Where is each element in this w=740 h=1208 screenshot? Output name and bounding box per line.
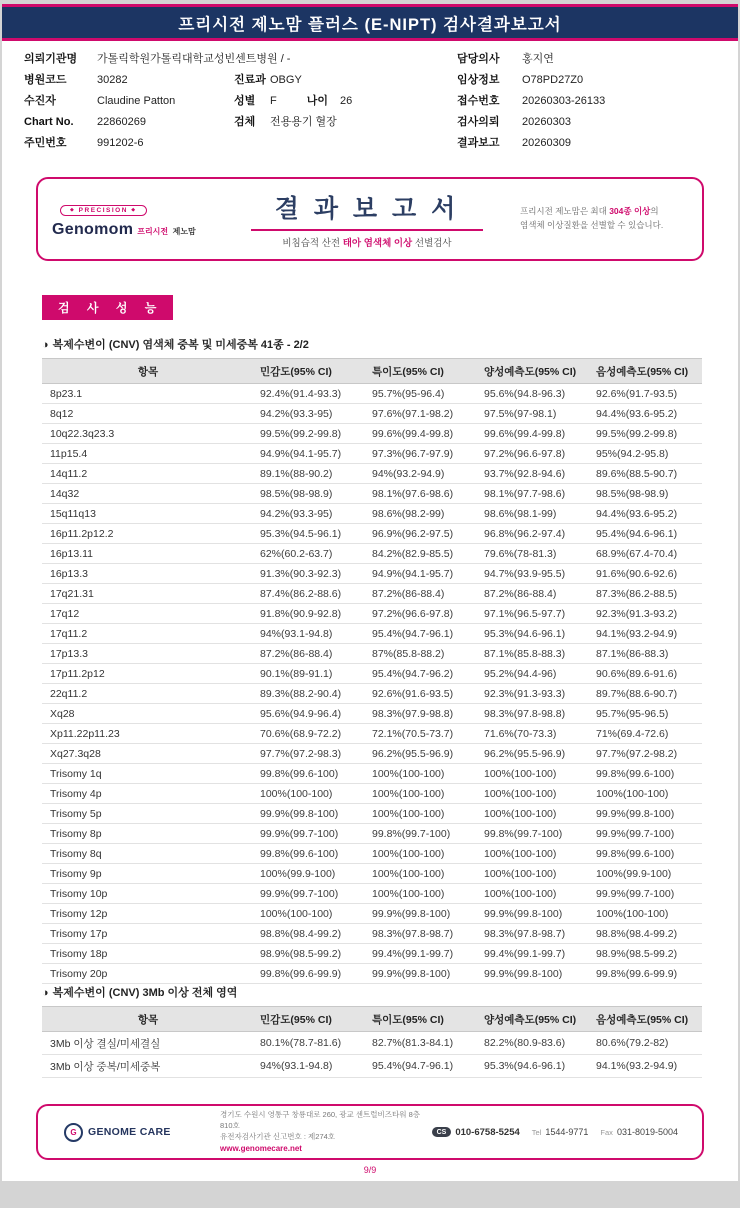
footer-address-block [216, 1110, 432, 1154]
row-label: Trisomy 12p [42, 904, 254, 924]
cell-value: 99.9%(99.7-100) [254, 884, 366, 904]
table-row [42, 544, 702, 564]
note-text: 프리시전 제노맘은 최대 [520, 206, 610, 217]
cell-value: 87.3%(86.2-88.5) [590, 584, 702, 604]
cell-value: 100%(100-100) [366, 844, 478, 864]
table-row [42, 564, 702, 584]
cs-badge: CS [432, 1127, 452, 1137]
tel-label: Tel [531, 1127, 542, 1137]
cell-value: 87.2%(86-88.4) [366, 584, 478, 604]
brand-kr-accent: 프리시전 [137, 227, 169, 236]
cell-value: 92.4%(91.4-93.3) [254, 384, 366, 404]
cell-value: 99.8%(99.6-99.9) [254, 964, 366, 984]
cell-value: 98.5%(98-98.9) [590, 484, 702, 504]
cell-value: 80.6%(79.2-82) [590, 1032, 702, 1055]
cell-value: 87.1%(85.8-88.3) [478, 644, 590, 664]
note-line-2: 염색체 이상질환을 선별할 수 있습니다. [520, 220, 664, 230]
table-row [42, 464, 702, 484]
cell-value: 99.6%(99.4-99.8) [478, 424, 590, 444]
field-label: 진료과 [234, 74, 266, 86]
cell-value: 91.6%(90.6-92.6) [590, 564, 702, 584]
table-row [42, 724, 702, 744]
cell-value: 100%(100-100) [478, 884, 590, 904]
subtitle-post: 선별검사 [412, 238, 452, 249]
cell-value: 94.2%(93.3-95) [254, 504, 366, 524]
address-line: 경기도 수원시 영통구 창룡대로 260, 광교 센트럴비즈타워 8층 810호 [220, 1109, 420, 1130]
cell-value: 94.9%(94.1-95.7) [366, 564, 478, 584]
cell-value: 92.6%(91.7-93.5) [590, 384, 702, 404]
license-line: 유전자검사기관 신고번호 : 제274호 [220, 1131, 336, 1141]
cell-value: 97.7%(97.2-98.3) [254, 744, 366, 764]
cell-value: 72.1%(70.5-73.7) [366, 724, 478, 744]
cell-value: 100%(100-100) [478, 784, 590, 804]
report-title: 프리시전 제노맘 플러스 (E-NIPT) 검사결과보고서 [178, 15, 562, 34]
cell-value: 99.4%(99.1-99.7) [478, 944, 590, 964]
cs-number: 010-6758-5254 [455, 1126, 520, 1138]
row-label: 3Mb 이상 중복/미세중복 [42, 1055, 254, 1078]
subtitle-pre: 비침습적 산전 [282, 238, 343, 249]
table-header-row [42, 1007, 702, 1032]
cell-value: 94%(93.2-94.9) [366, 464, 478, 484]
cell-value: 90.6%(89.6-91.6) [590, 664, 702, 684]
cell-value: 95.3%(94.5-96.1) [254, 524, 366, 544]
genomecare-logo-text: GENOME CARE [88, 1126, 171, 1138]
cell-value: 98.9%(98.5-99.2) [590, 944, 702, 964]
column-header: 항목 [42, 359, 254, 384]
cell-value: 100%(100-100) [366, 784, 478, 804]
cell-value: 94.4%(93.6-95.2) [590, 504, 702, 524]
cell-value: 99.8%(99.6-100) [590, 764, 702, 784]
cell-value: 92.3%(91.3-93.3) [478, 684, 590, 704]
cell-value: 100%(100-100) [366, 764, 478, 784]
table-header-row [42, 359, 702, 384]
cell-value: 71%(69.4-72.6) [590, 724, 702, 744]
brand-logo [52, 199, 224, 239]
cell-value: 80.1%(78.7-81.6) [254, 1032, 366, 1055]
field-label: 결과보고 [457, 137, 500, 149]
table-row [42, 624, 702, 644]
cell-value: 95.6%(94.8-96.3) [478, 384, 590, 404]
fax-label: Fax [600, 1127, 613, 1137]
cell-value: 90.1%(89-91.1) [254, 664, 366, 684]
cell-value: 87.4%(86.2-88.6) [254, 584, 366, 604]
half-circle-icon: ◑ [42, 987, 49, 999]
table-row [42, 1055, 702, 1078]
cell-value: 98.6%(98.2-99) [366, 504, 478, 524]
row-label: Xq28 [42, 704, 254, 724]
column-header: 음성예측도(95% CI) [590, 359, 702, 384]
field-value: 20260309 [522, 137, 571, 149]
field-label: 임상정보 [457, 74, 500, 86]
cell-value: 99.8%(99.6-100) [254, 764, 366, 784]
cell-value: 99.6%(99.4-99.8) [366, 424, 478, 444]
cell-value: 98.6%(98.1-99) [478, 504, 590, 524]
field-label: 나이 [306, 95, 328, 107]
precision-badge [60, 205, 147, 216]
cell-value: 95%(94.2-95.8) [590, 444, 702, 464]
cell-value: 98.3%(97.8-98.7) [366, 924, 478, 944]
column-header: 민감도(95% CI) [254, 359, 366, 384]
cell-value: 89.1%(88-90.2) [254, 464, 366, 484]
field-value: 22860269 [97, 116, 146, 128]
cell-value: 70.6%(68.9-72.2) [254, 724, 366, 744]
row-label: Trisomy 20p [42, 964, 254, 984]
cell-value: 94%(93.1-94.8) [254, 1055, 366, 1078]
cell-value: 95.7%(95-96.4) [366, 384, 478, 404]
cell-value: 98.1%(97.7-98.6) [478, 484, 590, 504]
report-title-bar [2, 7, 738, 38]
genomom-logo-text: Genomom [52, 221, 134, 238]
field-label: 검체 [234, 116, 256, 128]
row-label: 17q12 [42, 604, 254, 624]
cell-value: 95.3%(94.6-96.1) [478, 1055, 590, 1078]
table-row [42, 1032, 702, 1055]
diamond-icon: ◆ [70, 207, 76, 213]
row-label: 17p11.2p12 [42, 664, 254, 684]
cell-value: 93.7%(92.8-94.6) [478, 464, 590, 484]
cell-value: 99.9%(99.8-100) [478, 904, 590, 924]
cell-value: 97.3%(96.7-97.9) [366, 444, 478, 464]
section-header [42, 295, 738, 320]
page-number: 9/9 [363, 1165, 377, 1175]
cell-value: 94.7%(93.9-95.5) [478, 564, 590, 584]
cell-value: 97.7%(97.2-98.2) [590, 744, 702, 764]
cell-value: 94.1%(93.2-94.9) [590, 624, 702, 644]
table-row [42, 844, 702, 864]
cell-value: 100%(100-100) [254, 784, 366, 804]
fax-number: 031-8019-5004 [616, 1127, 678, 1137]
cell-value: 94%(93.1-94.8) [254, 624, 366, 644]
cell-value: 100%(99.9-100) [590, 864, 702, 884]
table-row [42, 444, 702, 464]
report-page [2, 4, 738, 1181]
footer-contacts [432, 1127, 686, 1138]
table-row [42, 824, 702, 844]
cell-value: 94.4%(93.6-95.2) [590, 404, 702, 424]
row-label: Trisomy 4p [42, 784, 254, 804]
cell-value: 96.9%(96.2-97.5) [366, 524, 478, 544]
cell-value: 99.9%(99.8-100) [366, 964, 478, 984]
note-text: 의 [650, 206, 659, 217]
field-value: 20260303-26133 [522, 95, 606, 107]
table-row [42, 584, 702, 604]
table-row [42, 904, 702, 924]
cell-value: 87%(85.8-88.2) [366, 644, 478, 664]
result-title-block [224, 189, 510, 249]
field-label: 검사의뢰 [457, 116, 500, 128]
table-row [42, 684, 702, 704]
cell-value: 100%(100-100) [366, 884, 478, 904]
cell-value: 82.7%(81.3-84.1) [366, 1032, 478, 1055]
cell-value: 87.2%(86-88.4) [254, 644, 366, 664]
cell-value: 99.9%(99.8-100) [366, 904, 478, 924]
cell-value: 100%(100-100) [478, 764, 590, 784]
cell-value: 98.8%(98.4-99.2) [254, 924, 366, 944]
cell-value: 97.5%(97-98.1) [478, 404, 590, 424]
cell-value: 100%(99.9-100) [254, 864, 366, 884]
table-row [42, 664, 702, 684]
tel-number: 1544-9771 [545, 1127, 589, 1137]
diamond-icon: ◆ [131, 207, 137, 213]
cell-value: 99.8%(99.6-100) [590, 844, 702, 864]
cnv-microduplication-table [42, 358, 702, 984]
cell-value: 95.4%(94.7-96.1) [366, 1055, 478, 1078]
table-row [42, 944, 702, 964]
cell-value: 98.3%(97.9-98.8) [366, 704, 478, 724]
field-value: 전용용기 혈장 [270, 116, 337, 128]
cell-value: 99.8%(99.6-99.9) [590, 964, 702, 984]
cell-value: 94.1%(93.2-94.9) [590, 1055, 702, 1078]
note-line-1 [520, 205, 688, 219]
row-label: Trisomy 17p [42, 924, 254, 944]
table2-title [42, 984, 698, 1000]
row-label: Trisomy 8q [42, 844, 254, 864]
cell-value: 100%(100-100) [478, 864, 590, 884]
cell-value: 95.2%(94.4-96) [478, 664, 590, 684]
field-value: 홍지연 [522, 53, 554, 65]
table1-title-text: 복제수변이 (CNV) 염색체 중복 및 미세중복 41종 - 2/2 [52, 339, 309, 351]
row-label: Trisomy 8p [42, 824, 254, 844]
field-value: 26 [340, 95, 353, 107]
cell-value: 100%(100-100) [366, 804, 478, 824]
field-value: OBGY [270, 74, 302, 86]
table-row [42, 524, 702, 544]
patient-info-row [24, 134, 738, 155]
cell-value: 96.2%(95.5-96.9) [366, 744, 478, 764]
cell-value: 97.2%(96.6-97.8) [478, 444, 590, 464]
row-label: 22q11.2 [42, 684, 254, 704]
table-row [42, 744, 702, 764]
column-header: 항목 [42, 1007, 254, 1032]
cell-value: 98.3%(97.8-98.8) [478, 704, 590, 724]
cell-value: 100%(100-100) [590, 904, 702, 924]
cell-value: 92.3%(91.3-93.2) [590, 604, 702, 624]
cell-value: 94.2%(93.3-95) [254, 404, 366, 424]
cell-value: 99.8%(99.6-100) [254, 844, 366, 864]
patient-info [2, 41, 738, 165]
cell-value: 87.1%(86-88.3) [590, 644, 702, 664]
cell-value: 99.5%(99.2-99.8) [254, 424, 366, 444]
cell-value: 89.3%(88.2-90.4) [254, 684, 366, 704]
cell-value: 91.3%(90.3-92.3) [254, 564, 366, 584]
cell-value: 99.8%(99.7-100) [478, 824, 590, 844]
field-label: Chart No. [24, 116, 74, 128]
half-circle-icon: ◑ [42, 339, 49, 351]
field-label: 주민번호 [24, 137, 67, 149]
cell-value: 91.8%(90.9-92.8) [254, 604, 366, 624]
table-row [42, 804, 702, 824]
cell-value: 98.1%(97.6-98.6) [366, 484, 478, 504]
cell-value: 99.9%(99.8-100) [478, 964, 590, 984]
field-value: Claudine Patton [97, 95, 176, 107]
column-header: 양성예측도(95% CI) [478, 359, 590, 384]
cell-value: 92.6%(91.6-93.5) [366, 684, 478, 704]
result-title-underline [251, 229, 483, 231]
cell-value: 99.5%(99.2-99.8) [590, 424, 702, 444]
patient-info-row [24, 113, 738, 134]
table-row [42, 924, 702, 944]
cell-value: 84.2%(82.9-85.5) [366, 544, 478, 564]
field-label: 성별 [234, 95, 256, 107]
table1-title [42, 336, 698, 352]
row-label: 8p23.1 [42, 384, 254, 404]
cell-value: 97.2%(96.6-97.8) [366, 604, 478, 624]
field-label: 접수번호 [457, 95, 500, 107]
row-label: Trisomy 5p [42, 804, 254, 824]
result-header-box [36, 177, 704, 261]
cell-value: 100%(100-100) [478, 844, 590, 864]
table-row [42, 764, 702, 784]
table-row [42, 644, 702, 664]
row-label: 10q22.3q23.3 [42, 424, 254, 444]
field-label: 병원코드 [24, 74, 67, 86]
cell-value: 99.9%(99.7-100) [590, 884, 702, 904]
column-header: 특이도(95% CI) [366, 1007, 478, 1032]
cell-value: 95.6%(94.9-96.4) [254, 704, 366, 724]
field-label: 수진자 [24, 95, 56, 107]
brand-wordmark [52, 221, 224, 239]
table-row [42, 604, 702, 624]
table-row [42, 864, 702, 884]
cell-value: 99.9%(99.7-100) [254, 824, 366, 844]
cell-value: 62%(60.2-63.7) [254, 544, 366, 564]
row-label: 16p13.3 [42, 564, 254, 584]
table-row [42, 704, 702, 724]
row-label: Trisomy 9p [42, 864, 254, 884]
field-value: F 나이 26 [270, 95, 353, 107]
table-row [42, 484, 702, 504]
cell-value: 98.8%(98.4-99.2) [590, 924, 702, 944]
table-row [42, 424, 702, 444]
row-label: 17p13.3 [42, 644, 254, 664]
field-label: 담당의사 [457, 53, 500, 65]
cell-value: 98.5%(98-98.9) [254, 484, 366, 504]
cell-value: 99.9%(99.8-100) [254, 804, 366, 824]
cell-value: 100%(100-100) [366, 864, 478, 884]
cell-value: 87.2%(86-88.4) [478, 584, 590, 604]
row-label: 16p13.11 [42, 544, 254, 564]
precision-badge-label: PRECISION [78, 207, 128, 214]
cell-value: 98.3%(97.8-98.7) [478, 924, 590, 944]
patient-info-row [24, 50, 738, 71]
cell-value: 95.3%(94.6-96.1) [478, 624, 590, 644]
cell-value: 100%(100-100) [254, 904, 366, 924]
cell-value: 99.4%(99.1-99.7) [366, 944, 478, 964]
table-row [42, 404, 702, 424]
result-subtitle [224, 235, 510, 249]
footer [36, 1104, 704, 1160]
field-value: 30282 [97, 74, 128, 86]
cell-value: 79.6%(78-81.3) [478, 544, 590, 564]
column-header: 민감도(95% CI) [254, 1007, 366, 1032]
cell-value: 99.9%(99.8-100) [590, 804, 702, 824]
cell-value: 97.6%(97.1-98.2) [366, 404, 478, 424]
row-label: Trisomy 10p [42, 884, 254, 904]
row-label: 3Mb 이상 결실/미세결실 [42, 1032, 254, 1055]
table-row [42, 504, 702, 524]
row-label: 14q32 [42, 484, 254, 504]
column-header: 음성예측도(95% CI) [590, 1007, 702, 1032]
result-note [510, 205, 688, 232]
field-value: 991202-6 [97, 137, 144, 149]
patient-info-row [24, 71, 738, 92]
genomecare-logo-icon: G [64, 1123, 83, 1142]
cell-value: 94.9%(94.1-95.7) [254, 444, 366, 464]
row-label: 8q12 [42, 404, 254, 424]
cell-value: 100%(100-100) [478, 804, 590, 824]
column-header: 특이도(95% CI) [366, 359, 478, 384]
row-label: Trisomy 1q [42, 764, 254, 784]
row-label: 17q21.31 [42, 584, 254, 604]
row-label: Xp11.22p11.23 [42, 724, 254, 744]
table2-title-text: 복제수변이 (CNV) 3Mb 이상 전체 영역 [52, 987, 238, 999]
field-value: 20260303 [522, 116, 571, 128]
cell-value: 89.6%(88.5-90.7) [590, 464, 702, 484]
cell-value: 95.7%(95-96.5) [590, 704, 702, 724]
row-label: 16p11.2p12.2 [42, 524, 254, 544]
note-accent: 304종 이상 [609, 206, 651, 217]
table-row [42, 384, 702, 404]
row-label: 11p15.4 [42, 444, 254, 464]
row-label: 14q11.2 [42, 464, 254, 484]
row-label: Xq27.3q28 [42, 744, 254, 764]
cell-value: 82.2%(80.9-83.6) [478, 1032, 590, 1055]
field-value: 가톨릭학원가톨릭대학교성빈센트병원 / - [97, 53, 291, 65]
patient-info-row [24, 92, 738, 113]
row-label: 17q11.2 [42, 624, 254, 644]
cell-value: 89.7%(88.6-90.7) [590, 684, 702, 704]
table-row [42, 784, 702, 804]
field-value: O78PD27Z0 [522, 74, 584, 86]
cell-value: 96.2%(95.5-96.9) [478, 744, 590, 764]
cell-value: 95.4%(94.6-96.1) [590, 524, 702, 544]
cell-value: 95.4%(94.7-96.1) [366, 624, 478, 644]
genomecare-logo [64, 1123, 216, 1142]
cell-value: 98.9%(98.5-99.2) [254, 944, 366, 964]
brand-kr-text: 제노맘 [172, 227, 196, 236]
table-row [42, 964, 702, 984]
cell-value: 99.8%(99.7-100) [366, 824, 478, 844]
performance-section-label: 검 사 성 능 [42, 295, 173, 320]
result-report-title: 결 과 보 고 서 [274, 195, 460, 223]
cell-value: 96.8%(96.2-97.4) [478, 524, 590, 544]
website-link[interactable]: www.genomecare.net [220, 1143, 302, 1153]
field-label: 의뢰기관명 [24, 53, 78, 65]
row-label: Trisomy 18p [42, 944, 254, 964]
cell-value: 97.1%(96.5-97.7) [478, 604, 590, 624]
cell-value: 68.9%(67.4-70.4) [590, 544, 702, 564]
row-label: 15q11q13 [42, 504, 254, 524]
column-header: 양성예측도(95% CI) [478, 1007, 590, 1032]
subtitle-accent: 태아 염색체 이상 [342, 238, 413, 249]
cnv-3mb-table [42, 1006, 702, 1078]
table-row [42, 884, 702, 904]
cell-value: 71.6%(70-73.3) [478, 724, 590, 744]
cell-value: 99.9%(99.7-100) [590, 824, 702, 844]
cell-value: 95.4%(94.7-96.2) [366, 664, 478, 684]
cell-value: 100%(100-100) [590, 784, 702, 804]
